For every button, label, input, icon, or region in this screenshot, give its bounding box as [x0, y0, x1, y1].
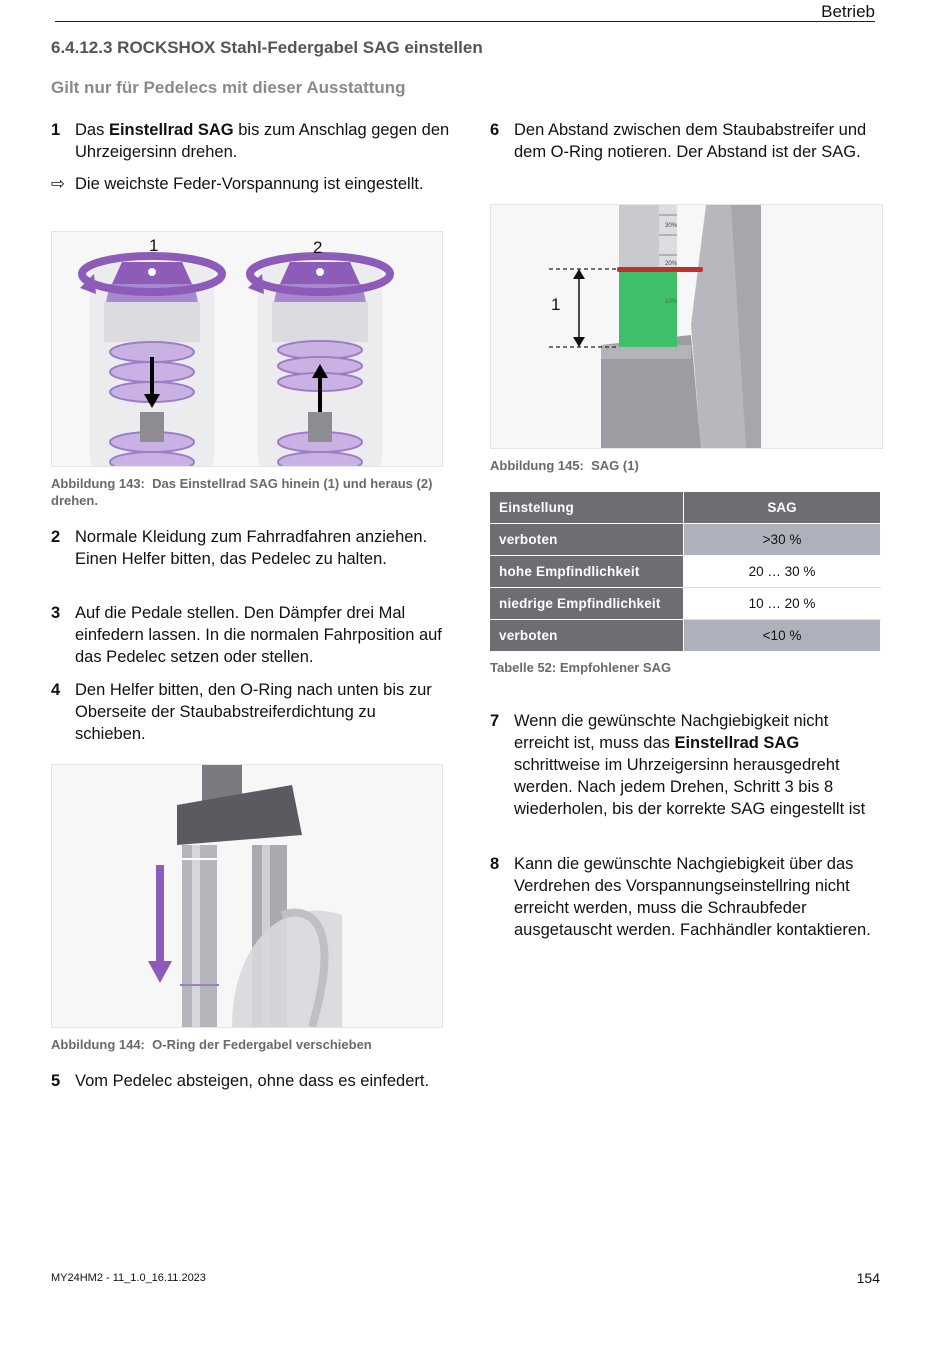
table-cell-sag: <10 % — [684, 620, 881, 652]
figure-144-image — [51, 764, 443, 1028]
table-header-setting: Einstellung — [490, 492, 684, 524]
section-title: 6.4.12.3 ROCKSHOX Stahl-Federgabel SAG einstellen — [51, 38, 483, 57]
table-cell-setting: hohe Empfindlichkeit — [490, 556, 684, 588]
caption-label: Abbildung 145: — [490, 458, 584, 473]
table-cell-setting: niedrige Empfindlichkeit — [490, 588, 684, 620]
section-subheading: Gilt nur für Pedelecs mit dieser Ausstattung — [51, 78, 406, 97]
callout-1: 1 — [551, 295, 561, 314]
step-6 — [490, 119, 890, 185]
step-number: 5 — [51, 1072, 61, 1090]
table-header-row — [490, 492, 881, 524]
figure-143-image — [51, 231, 443, 467]
figure-145-caption — [490, 457, 885, 474]
callout-1: 1 — [149, 236, 159, 255]
step-result — [51, 173, 451, 223]
table-cell-sag: 20 … 30 % — [684, 556, 881, 588]
caption-text: SAG (1) — [591, 458, 639, 473]
scale-label-30: 30% — [665, 223, 678, 229]
step-text: Den Helfer bitten, den O-Ring nach unten bis zur Oberseite der Staubabstreiferdichtung zu schieben. — [75, 681, 432, 743]
figure-144-caption — [51, 1036, 446, 1053]
table-52-caption: Tabelle 52: Empfohlener SAG — [490, 660, 672, 675]
step-1 — [51, 119, 451, 169]
step-number: 2 — [51, 528, 61, 546]
step-number: 8 — [490, 855, 500, 873]
table-cell-setting: verboten — [490, 524, 684, 556]
step-text: Das Einstellrad SAG bis zum Anschlag gegen den Uhrzeigersinn drehen. — [75, 121, 450, 161]
table-cell-sag: 10 … 20 % — [684, 588, 881, 620]
step-4 — [51, 679, 451, 745]
result-arrow-icon: ⇨ — [51, 175, 65, 193]
table-row — [490, 556, 881, 588]
page-number: 154 — [856, 1270, 880, 1286]
scale-label-20: 20% — [665, 261, 678, 267]
step-number: 1 — [51, 121, 61, 139]
step-8 — [490, 853, 890, 963]
table-row — [490, 524, 881, 556]
step-text: Vom Pedelec absteigen, ohne dass es einfedert. — [75, 1072, 430, 1090]
figure-143-caption — [51, 475, 446, 509]
footer-doc-id: MY24HM2 - 11_1.0_16.11.2023 — [51, 1272, 206, 1284]
caption-text: O-Ring der Federgabel verschieben — [152, 1037, 372, 1052]
scale-label-10: 10% — [665, 299, 678, 305]
step-number: 7 — [490, 712, 500, 730]
running-header: Betrieb — [821, 2, 875, 21]
step-number: 6 — [490, 121, 500, 139]
result-text: Die weichste Feder-Vorspannung ist eingestellt. — [75, 175, 424, 193]
step-text: Kann die gewünschte Nachgiebigkeit über das Verdrehen des Vorspannungseinstellring nicht erreicht werden, muss die Schraubfeder ausgetauscht werden. Fachhändler kontaktieren. — [514, 855, 871, 939]
table-row — [490, 620, 881, 652]
step-text: Den Abstand zwischen dem Staubabstreifer und dem O-Ring notieren. Der Abstand ist der SAG. — [514, 121, 867, 161]
step-5 — [51, 1070, 451, 1114]
step-2 — [51, 526, 451, 592]
caption-label: Abbildung 144: — [51, 1037, 145, 1052]
step-7 — [490, 710, 890, 842]
figure-145-image — [490, 204, 883, 449]
table-header-sag: SAG — [684, 492, 881, 524]
step-number: 3 — [51, 604, 61, 622]
caption-text: Das Einstellrad SAG hinein (1) und heraus (2) drehen. — [51, 476, 433, 508]
header-rule — [55, 21, 875, 22]
step-number: 4 — [51, 681, 61, 699]
step-3 — [51, 602, 451, 668]
step-text: Normale Kleidung zum Fahrradfahren anziehen. Einen Helfer bitten, das Pedelec zu halten. — [75, 528, 428, 568]
table-cell-setting: verboten — [490, 620, 684, 652]
step-text: Auf die Pedale stellen. Den Dämpfer drei Mal einfedern lassen. In die normalen Fahrposition auf das Pedelec setzen oder stellen. — [75, 604, 442, 666]
caption-label: Abbildung 143: — [51, 476, 145, 491]
step-text: Wenn die gewünschte Nachgiebigkeit nicht erreicht ist, muss das Einstellrad SAG schrittweise im Uhrzeigersinn herausgedreht werden. Nach jedem Drehen, Schritt 3 bis 8 wiederholen, bis der korrekte SAG eingestellt ist — [514, 712, 866, 818]
table-cell-sag: >30 % — [684, 524, 881, 556]
table-row — [490, 588, 881, 620]
callout-2: 2 — [313, 238, 323, 257]
sag-table — [489, 491, 881, 652]
